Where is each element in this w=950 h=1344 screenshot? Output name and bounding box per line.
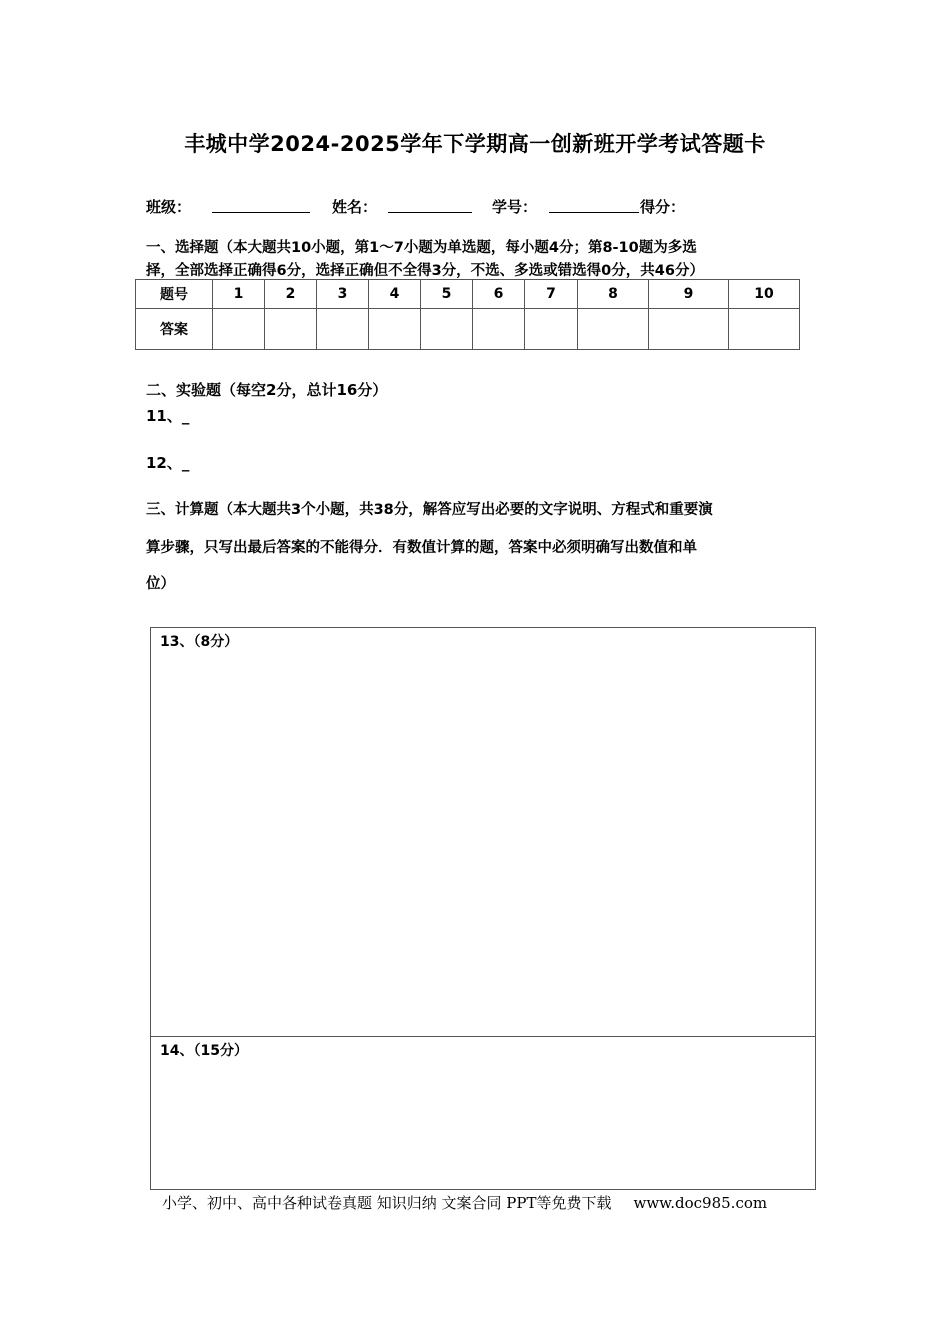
section3-instructions-line3: 位）: [146, 576, 175, 592]
question-number-5: 5: [421, 280, 473, 309]
question-12[interactable]: 12、_: [146, 454, 190, 472]
question-number-2: 2: [265, 280, 317, 309]
answer-box-13[interactable]: [150, 627, 816, 1037]
answer-label: 答案: [136, 309, 213, 350]
answer-cell-3[interactable]: [317, 309, 369, 350]
score-label: 得分：: [640, 198, 686, 216]
question-11[interactable]: 11、_: [146, 407, 190, 425]
answer-cell-8[interactable]: [578, 309, 649, 350]
section3-instructions-line1: 三、计算题（本大题共3个小题，共38分，解答应写出必要的文字说明、方程式和重要演: [146, 502, 713, 518]
student-id-field[interactable]: [549, 212, 639, 213]
answer-table-header-row: [136, 280, 800, 309]
student-id-label: 学号：: [492, 198, 538, 216]
footer: [162, 1192, 767, 1213]
question-13-label: 13、（8分）: [160, 634, 239, 650]
answer-cell-2[interactable]: [265, 309, 317, 350]
page-title: 丰城中学2024-2025学年下学期高一创新班开学考试答题卡: [184, 132, 766, 156]
name-field[interactable]: [388, 212, 472, 213]
section1-instructions-line2: 择，全部选择正确得6分，选择正确但不全得3分，不选、多选或错选得0分，共46分）: [146, 263, 704, 279]
question-number-7: 7: [525, 280, 578, 309]
answer-cell-7[interactable]: [525, 309, 578, 350]
answer-cell-5[interactable]: [421, 309, 473, 350]
question-number-10: 10: [729, 280, 800, 309]
class-label: 班级：: [146, 198, 192, 216]
footer-text: 小学、初中、高中各种试卷真题 知识归纳 文案合同 PPT等免费下载: [162, 1194, 612, 1212]
footer-site-link[interactable]: www.doc985.com: [633, 1194, 768, 1212]
answer-cell-10[interactable]: [729, 309, 800, 350]
question-number-9: 9: [649, 280, 729, 309]
section2-heading: 二、实验题（每空2分，总计16分）: [146, 381, 388, 399]
answer-cell-1[interactable]: [213, 309, 265, 350]
question-number-1: 1: [213, 280, 265, 309]
answer-table-answer-row: [136, 309, 800, 350]
section3-instructions-line2: 算步骤，只写出最后答案的不能得分．有数值计算的题，答案中必须明确写出数值和单: [146, 540, 697, 556]
question-number-4: 4: [369, 280, 421, 309]
question-number-3: 3: [317, 280, 369, 309]
answer-cell-6[interactable]: [473, 309, 525, 350]
question-number-6: 6: [473, 280, 525, 309]
section1-instructions-line1: 一、选择题（本大题共10小题，第1～7小题为单选题，每小题4分；第8-10题为多选: [146, 240, 697, 256]
answer-cell-4[interactable]: [369, 309, 421, 350]
answer-cell-9[interactable]: [649, 309, 729, 350]
question-14-label: 14、（15分）: [160, 1043, 248, 1059]
answer-table: [135, 279, 800, 350]
question-number-label: 题号: [136, 280, 213, 309]
name-label: 姓名：: [332, 198, 378, 216]
question-number-8: 8: [578, 280, 649, 309]
answer-box-14[interactable]: [150, 1036, 816, 1190]
class-field[interactable]: [212, 212, 310, 213]
